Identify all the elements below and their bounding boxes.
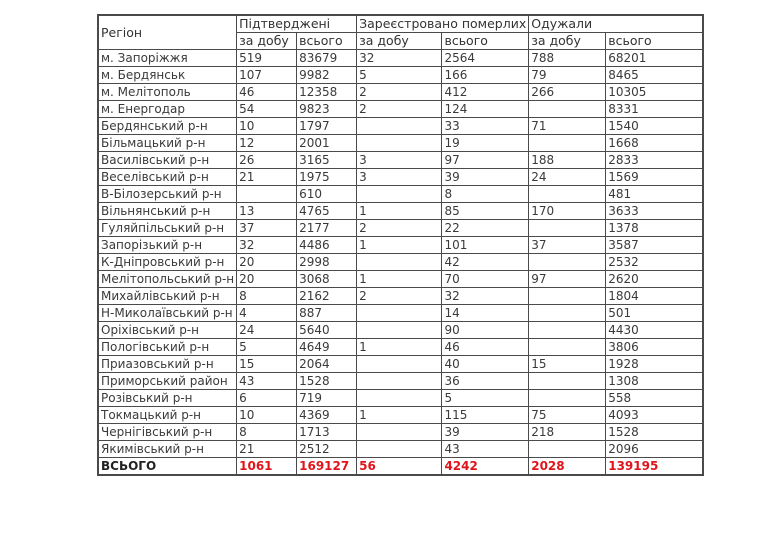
recovered-per-day-cell: [529, 135, 606, 152]
deaths-total-cell: 101: [442, 237, 529, 254]
recovered-per-day-cell: [529, 322, 606, 339]
region-cell: Якимівський р-н: [98, 441, 237, 458]
table-row: [98, 373, 703, 390]
confirmed-per-day-cell: 10: [237, 118, 297, 135]
deaths-total-cell: 40: [442, 356, 529, 373]
confirmed-total-cell: 5640: [297, 322, 357, 339]
recovered-total-cell: 501: [606, 305, 703, 322]
table-row: [98, 50, 703, 67]
deaths-total-cell: 97: [442, 152, 529, 169]
recovered-per-day-cell: [529, 101, 606, 118]
totals-row: [98, 458, 703, 476]
deaths-per-day-cell: 3: [357, 152, 442, 169]
region-cell: м. Мелітополь: [98, 84, 237, 101]
recovered-total-cell: 2532: [606, 254, 703, 271]
recovered-per-day-cell: 79: [529, 67, 606, 84]
recovered-per-day-cell: [529, 390, 606, 407]
recovered-total-cell: 2096: [606, 441, 703, 458]
recovered-per-day-cell: [529, 254, 606, 271]
header-confirmed-per-day: за добу: [237, 33, 297, 50]
header-recovered: Одужали: [529, 15, 703, 33]
deaths-total-cell: 39: [442, 424, 529, 441]
region-cell: Приазовський р-н: [98, 356, 237, 373]
recovered-total-cell: 1308: [606, 373, 703, 390]
table-row: [98, 67, 703, 84]
confirmed-total-cell: 2001: [297, 135, 357, 152]
header-confirmed: Підтверджені: [237, 15, 357, 33]
region-cell: Михайлівський р-н: [98, 288, 237, 305]
recovered-total-cell: 4430: [606, 322, 703, 339]
region-cell: м. Енергодар: [98, 101, 237, 118]
confirmed-per-day-cell: 8: [237, 424, 297, 441]
deaths-per-day-cell: 1: [357, 339, 442, 356]
deaths-total-cell: 85: [442, 203, 529, 220]
deaths-per-day-cell: 2: [357, 288, 442, 305]
recovered-per-day-cell: [529, 441, 606, 458]
confirmed-per-day-cell: 13: [237, 203, 297, 220]
region-cell: Приморський район: [98, 373, 237, 390]
confirmed-total-cell: 1975: [297, 169, 357, 186]
confirmed-per-day-cell: 4: [237, 305, 297, 322]
confirmed-total-cell: 1797: [297, 118, 357, 135]
region-cell: Запорізький р-н: [98, 237, 237, 254]
header-recovered-total: всього: [606, 33, 703, 50]
deaths-per-day-cell: [357, 424, 442, 441]
deaths-per-day-cell: 2: [357, 101, 442, 118]
header-deaths: Зареєстровано померлих: [357, 15, 529, 33]
confirmed-per-day-cell: [237, 186, 297, 203]
recovered-total-cell: 2833: [606, 152, 703, 169]
recovered-per-day-cell: 75: [529, 407, 606, 424]
totals-confirmed-per-day: 1061: [237, 458, 297, 476]
table-row: [98, 356, 703, 373]
table-row: [98, 424, 703, 441]
deaths-total-cell: 90: [442, 322, 529, 339]
deaths-per-day-cell: [357, 305, 442, 322]
recovered-total-cell: 558: [606, 390, 703, 407]
totals-label: ВСЬОГО: [98, 458, 237, 476]
deaths-total-cell: 115: [442, 407, 529, 424]
deaths-per-day-cell: 1: [357, 203, 442, 220]
table-row: [98, 322, 703, 339]
table-row: [98, 203, 703, 220]
region-cell: К-Дніпровський р-н: [98, 254, 237, 271]
confirmed-per-day-cell: 26: [237, 152, 297, 169]
confirmed-per-day-cell: 5: [237, 339, 297, 356]
confirmed-per-day-cell: 24: [237, 322, 297, 339]
recovered-per-day-cell: 71: [529, 118, 606, 135]
recovered-total-cell: 1668: [606, 135, 703, 152]
deaths-per-day-cell: 1: [357, 237, 442, 254]
header-row-main: [98, 15, 703, 33]
totals-deaths-total: 4242: [442, 458, 529, 476]
region-cell: Гуляйпільський р-н: [98, 220, 237, 237]
confirmed-total-cell: 719: [297, 390, 357, 407]
deaths-total-cell: 43: [442, 441, 529, 458]
deaths-total-cell: 124: [442, 101, 529, 118]
recovered-total-cell: 10305: [606, 84, 703, 101]
confirmed-total-cell: 4369: [297, 407, 357, 424]
deaths-total-cell: 19: [442, 135, 529, 152]
deaths-per-day-cell: 2: [357, 84, 442, 101]
recovered-per-day-cell: [529, 339, 606, 356]
confirmed-per-day-cell: 32: [237, 237, 297, 254]
recovered-per-day-cell: 188: [529, 152, 606, 169]
region-cell: м. Бердянськ: [98, 67, 237, 84]
table-row: [98, 407, 703, 424]
region-cell: Пологівський р-н: [98, 339, 237, 356]
recovered-total-cell: 1540: [606, 118, 703, 135]
confirmed-total-cell: 2998: [297, 254, 357, 271]
confirmed-total-cell: 887: [297, 305, 357, 322]
deaths-total-cell: 42: [442, 254, 529, 271]
deaths-total-cell: 2564: [442, 50, 529, 67]
confirmed-total-cell: 2177: [297, 220, 357, 237]
recovered-per-day-cell: [529, 373, 606, 390]
confirmed-total-cell: 3068: [297, 271, 357, 288]
recovered-total-cell: 1528: [606, 424, 703, 441]
totals-recovered-per-day: 2028: [529, 458, 606, 476]
confirmed-per-day-cell: 21: [237, 441, 297, 458]
deaths-per-day-cell: [357, 186, 442, 203]
recovered-total-cell: 3633: [606, 203, 703, 220]
recovered-total-cell: 8331: [606, 101, 703, 118]
deaths-total-cell: 70: [442, 271, 529, 288]
region-cell: м. Запоріжжя: [98, 50, 237, 67]
table-header: [98, 15, 703, 50]
confirmed-per-day-cell: 21: [237, 169, 297, 186]
recovered-total-cell: 8465: [606, 67, 703, 84]
recovered-total-cell: 1928: [606, 356, 703, 373]
deaths-per-day-cell: [357, 254, 442, 271]
recovered-per-day-cell: 266: [529, 84, 606, 101]
region-cell: Бердянський р-н: [98, 118, 237, 135]
recovered-total-cell: 3587: [606, 237, 703, 254]
table-row: [98, 169, 703, 186]
region-cell: Токмацький р-н: [98, 407, 237, 424]
table-row: [98, 237, 703, 254]
covid-stats-table: [97, 14, 704, 476]
recovered-per-day-cell: 218: [529, 424, 606, 441]
confirmed-total-cell: 1713: [297, 424, 357, 441]
deaths-total-cell: 8: [442, 186, 529, 203]
confirmed-total-cell: 12358: [297, 84, 357, 101]
confirmed-total-cell: 83679: [297, 50, 357, 67]
deaths-per-day-cell: [357, 390, 442, 407]
table-row: [98, 288, 703, 305]
deaths-per-day-cell: [357, 322, 442, 339]
deaths-per-day-cell: [357, 118, 442, 135]
recovered-per-day-cell: [529, 186, 606, 203]
confirmed-per-day-cell: 15: [237, 356, 297, 373]
confirmed-total-cell: 2162: [297, 288, 357, 305]
confirmed-per-day-cell: 8: [237, 288, 297, 305]
totals-confirmed-total: 169127: [297, 458, 357, 476]
region-cell: Чернігівський р-н: [98, 424, 237, 441]
region-cell: Н-Миколаївський р-н: [98, 305, 237, 322]
recovered-per-day-cell: 24: [529, 169, 606, 186]
confirmed-total-cell: 2064: [297, 356, 357, 373]
recovered-per-day-cell: 788: [529, 50, 606, 67]
deaths-per-day-cell: 1: [357, 271, 442, 288]
deaths-total-cell: 32: [442, 288, 529, 305]
recovered-per-day-cell: [529, 288, 606, 305]
table-row: [98, 84, 703, 101]
table-body: [98, 50, 703, 458]
recovered-per-day-cell: 97: [529, 271, 606, 288]
totals-recovered-total: 139195: [606, 458, 703, 476]
confirmed-total-cell: 9982: [297, 67, 357, 84]
confirmed-per-day-cell: 12: [237, 135, 297, 152]
recovered-per-day-cell: 15: [529, 356, 606, 373]
table-row: [98, 390, 703, 407]
recovered-total-cell: 481: [606, 186, 703, 203]
confirmed-per-day-cell: 37: [237, 220, 297, 237]
recovered-per-day-cell: 170: [529, 203, 606, 220]
confirmed-total-cell: 4765: [297, 203, 357, 220]
confirmed-total-cell: 9823: [297, 101, 357, 118]
deaths-per-day-cell: 5: [357, 67, 442, 84]
deaths-total-cell: 33: [442, 118, 529, 135]
region-cell: В-Білозерський р-н: [98, 186, 237, 203]
deaths-per-day-cell: 3: [357, 169, 442, 186]
confirmed-per-day-cell: 54: [237, 101, 297, 118]
header-recovered-per-day: за добу: [529, 33, 606, 50]
region-cell: Більмацький р-н: [98, 135, 237, 152]
table-row: [98, 152, 703, 169]
recovered-per-day-cell: 37: [529, 237, 606, 254]
table-row: [98, 101, 703, 118]
recovered-total-cell: 2620: [606, 271, 703, 288]
table-row: [98, 441, 703, 458]
deaths-per-day-cell: [357, 441, 442, 458]
confirmed-total-cell: 3165: [297, 152, 357, 169]
confirmed-per-day-cell: 43: [237, 373, 297, 390]
confirmed-per-day-cell: 10: [237, 407, 297, 424]
deaths-total-cell: 5: [442, 390, 529, 407]
deaths-total-cell: 412: [442, 84, 529, 101]
confirmed-total-cell: 4486: [297, 237, 357, 254]
confirmed-per-day-cell: 519: [237, 50, 297, 67]
region-cell: Веселівський р-н: [98, 169, 237, 186]
recovered-total-cell: 3806: [606, 339, 703, 356]
deaths-per-day-cell: [357, 356, 442, 373]
confirmed-total-cell: 1528: [297, 373, 357, 390]
deaths-per-day-cell: 1: [357, 407, 442, 424]
confirmed-per-day-cell: 6: [237, 390, 297, 407]
table-row: [98, 305, 703, 322]
deaths-per-day-cell: [357, 135, 442, 152]
header-region: Регіон: [98, 15, 237, 50]
recovered-total-cell: 1569: [606, 169, 703, 186]
deaths-per-day-cell: [357, 373, 442, 390]
region-cell: Василівський р-н: [98, 152, 237, 169]
table-row: [98, 254, 703, 271]
table-row: [98, 186, 703, 203]
confirmed-total-cell: 610: [297, 186, 357, 203]
totals-deaths-per-day: 56: [357, 458, 442, 476]
table-row: [98, 118, 703, 135]
recovered-per-day-cell: [529, 220, 606, 237]
recovered-per-day-cell: [529, 305, 606, 322]
table-row: [98, 220, 703, 237]
confirmed-per-day-cell: 20: [237, 271, 297, 288]
region-cell: Мелітопольський р-н: [98, 271, 237, 288]
header-confirmed-total: всього: [297, 33, 357, 50]
deaths-total-cell: 22: [442, 220, 529, 237]
region-cell: Вільнянський р-н: [98, 203, 237, 220]
table-row: [98, 339, 703, 356]
recovered-total-cell: 68201: [606, 50, 703, 67]
confirmed-total-cell: 4649: [297, 339, 357, 356]
confirmed-total-cell: 2512: [297, 441, 357, 458]
region-cell: Оріхівський р-н: [98, 322, 237, 339]
deaths-per-day-cell: 2: [357, 220, 442, 237]
confirmed-per-day-cell: 20: [237, 254, 297, 271]
recovered-total-cell: 1378: [606, 220, 703, 237]
deaths-total-cell: 36: [442, 373, 529, 390]
deaths-total-cell: 14: [442, 305, 529, 322]
header-deaths-total: всього: [442, 33, 529, 50]
deaths-per-day-cell: 32: [357, 50, 442, 67]
recovered-total-cell: 1804: [606, 288, 703, 305]
deaths-total-cell: 166: [442, 67, 529, 84]
deaths-total-cell: 46: [442, 339, 529, 356]
header-deaths-per-day: за добу: [357, 33, 442, 50]
deaths-total-cell: 39: [442, 169, 529, 186]
table-row: [98, 271, 703, 288]
confirmed-per-day-cell: 107: [237, 67, 297, 84]
confirmed-per-day-cell: 46: [237, 84, 297, 101]
recovered-total-cell: 4093: [606, 407, 703, 424]
table-footer: [98, 458, 703, 476]
table-row: [98, 135, 703, 152]
region-cell: Розівський р-н: [98, 390, 237, 407]
